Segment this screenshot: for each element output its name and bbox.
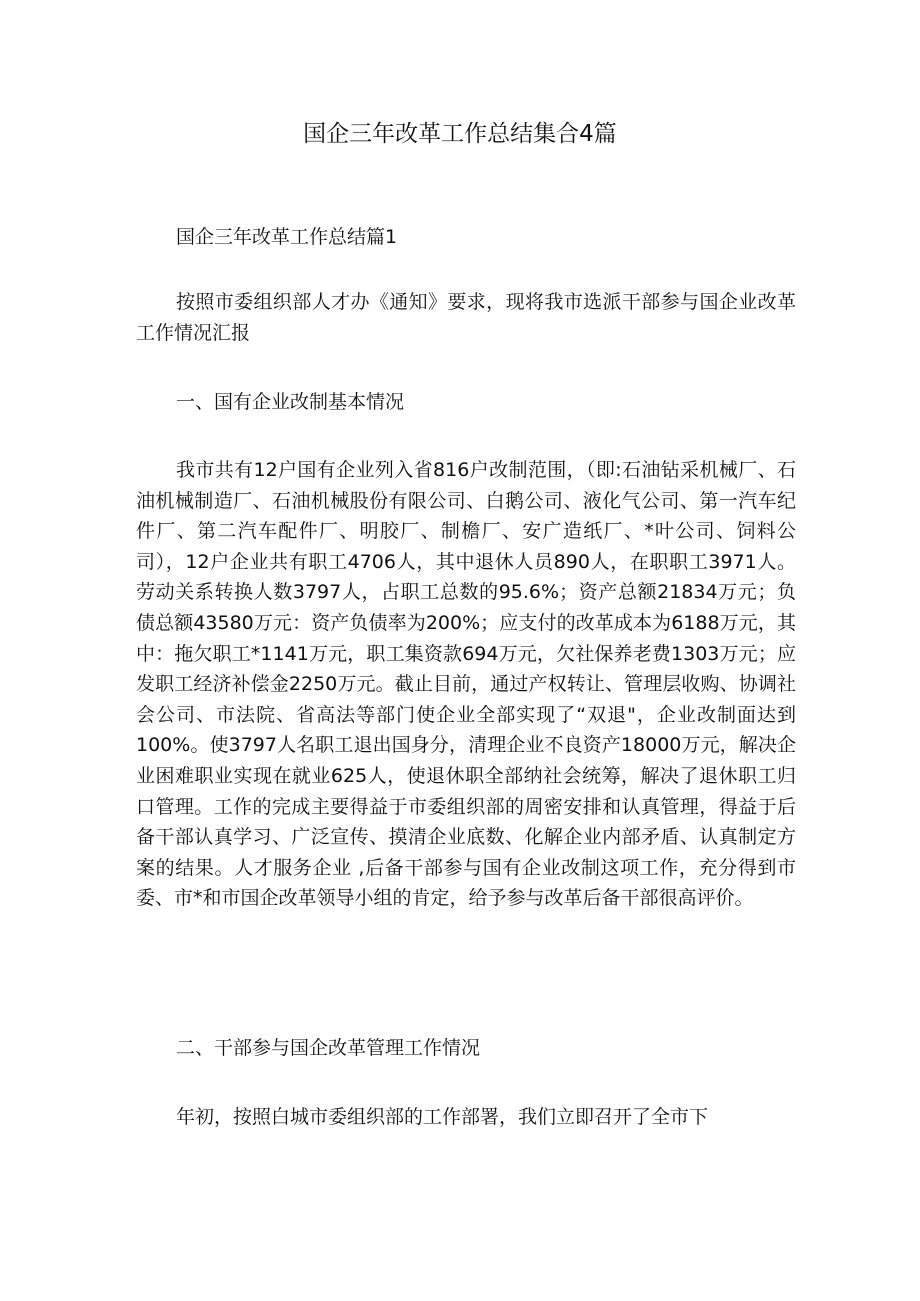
- intro-paragraph: 按照市委组织部人才办《通知》要求，现将我市选派干部参与国企业改革工作情况汇报: [136, 291, 796, 344]
- section-2-heading: 二、干部参与国企改革管理工作情况: [176, 1037, 481, 1059]
- section-2-paragraph: 年初，按照白城市委组织部的工作部署，我们立即召开了全市下: [176, 1106, 709, 1128]
- article-subtitle: 国企三年改革工作总结篇1: [176, 226, 398, 248]
- section-1-paragraph: 我市共有12户国有企业列入省816户改制范围，（即:石油钻采机械厂、石油机械制造厂、石油机械股份有限公司、白鹅公司、液化气公司、第一汽车纪件厂、第二汽车配件厂、明胶厂、制檐厂、安广造纸厂、*叶公司、饲料公司），12户企业共有职工4706人，其中退休人员890人，在职职工3971人。劳动关系转换人数3797人，占职工总数的95.6%；资产总额21834万元；负债总额43580万元：资产负债率为200%；应支付的改革成本为6188万元，其中：拖欠职工*1141万元，职工集资款694万元，欠社保养老费1303万元；应发职工经济补偿金2250万元。截止目前，通过产权转让、管理层收购、协调社会公司、市法院、省高法等部门使企业全部实现了“双退"，企业改制面达到100%。使3797人名职工退出国身分，清理企业不良资产18000万元，解决企业困难职业实现在就业625人，使退休职全部纳社会统筹，解决了退休职工归口管理。工作的完成主要得益于市委组织部的周密安排和认真管理，得益于后备干部认真学习、广泛宣传、摸清企业底数、化解企业内部矛盾、认真制定方案的结果。人才服务企业 ,后备干部参与国有企业改制这项工作，充分得到市委、市*和市国企改革领导小组的肯定，给予参与改革后备干部很高评价。: [136, 459, 796, 910]
- document-title: 国企三年改革工作总结集合4篇: [303, 121, 617, 147]
- section-1-heading: 一、国有企业改制基本情况: [176, 391, 405, 413]
